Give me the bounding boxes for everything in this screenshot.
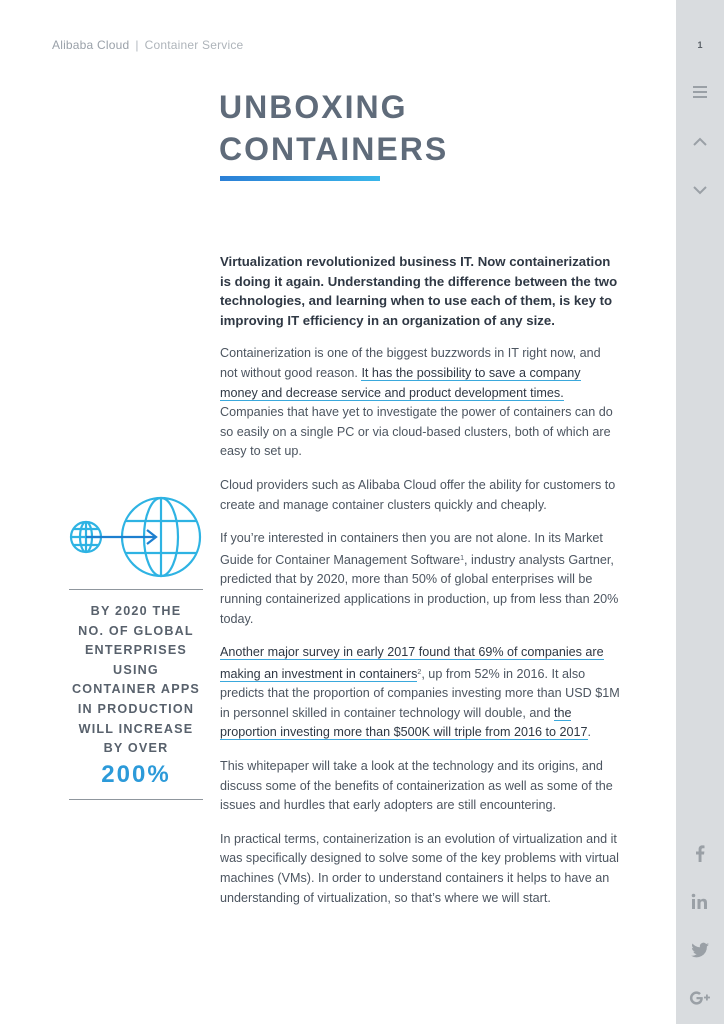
paragraph: This whitepaper will take a look at the technology and its origins, and discuss some of the benefits of containerization as well as some of the issues and hurdles that early adopters are still encountering. xyxy=(220,759,613,813)
footnote-ref[interactable]: 1 xyxy=(460,554,465,562)
paragraph xyxy=(220,643,620,743)
stat-callout xyxy=(69,589,203,800)
stat-line: BY 2020 THE xyxy=(90,604,182,618)
text-run: Companies that have yet to investigate the power of containers can do so easily on a single PC or via cloud-based clusters, both of which are easy to set up. xyxy=(220,405,613,459)
title-line-2: CONTAINERS xyxy=(219,131,449,167)
stat-line: NO. OF GLOBAL xyxy=(78,623,194,638)
footnote-ref[interactable]: 2 xyxy=(417,668,422,676)
sidebar xyxy=(676,0,724,1024)
page-title xyxy=(219,86,448,170)
text-run: Containerization is one of the biggest buzzwords in IT right now, and not without good reason. xyxy=(220,346,601,380)
lead-paragraph: Virtualization revolutionized business IT. Now containerization is doing it again. Understanding the difference between the two technologies, and learning when to use each of them, is key to improving IT efficiency in an organization of any size. xyxy=(220,254,618,328)
stat-line: BY OVER xyxy=(103,741,169,756)
stat-line: ENTERPRISES xyxy=(84,643,188,658)
stat-line: CONTAINER APPS xyxy=(71,682,201,697)
twitter-icon[interactable] xyxy=(688,938,712,962)
text-run: , industry analysts Gartner, predicted that by 2020, more than 50% of global enterprises will be running containerized applications in production, up from less than 20% today. xyxy=(220,552,619,626)
paragraph: Cloud providers such as Alibaba Cloud offer the ability for customers to create and manage container clusters quickly and cheaply. xyxy=(220,477,616,512)
menu-icon[interactable] xyxy=(688,80,712,104)
stat-line: WILL INCREASE xyxy=(78,721,194,736)
paragraph xyxy=(220,529,620,629)
title-underline xyxy=(220,176,380,181)
text-run: If you’re interested in containers then you are not alone. In its Market Guide for Container Management Software xyxy=(220,531,603,567)
inline-link[interactable]: Another major survey in early 2017 found that 69% of companies are making an investment in containers xyxy=(220,645,604,681)
brand-name: Alibaba Cloud xyxy=(52,38,130,52)
stat-line: USING xyxy=(113,662,159,677)
paragraph xyxy=(220,344,620,462)
paragraph: In practical terms, containerization is an evolution of virtualization and it was specifically designed to solve some of the key problems with virtual machines (VMs). In order to understand containers it helps to have an understanding of virtualization, so that’s where we will start. xyxy=(220,831,619,905)
stat-value: 200% xyxy=(101,760,171,788)
page-header xyxy=(52,38,243,52)
inline-link[interactable]: the proportion investing more than $500K will triple from 2016 to 2017 xyxy=(220,705,588,740)
google-plus-icon[interactable] xyxy=(688,986,712,1010)
article-body xyxy=(220,252,620,922)
globe-icon xyxy=(66,493,206,583)
header-separator: | xyxy=(135,38,139,52)
linkedin-icon[interactable] xyxy=(688,890,712,914)
stat-line: IN PRODUCTION xyxy=(77,701,195,716)
chevron-down-icon[interactable] xyxy=(688,178,712,202)
text-run: , up from 52% in 2016. It also predicts that the proportion of companies investing more than USD $1M in personnel skilled in container technology will double, and xyxy=(220,666,620,720)
page-number: 1 xyxy=(697,40,703,50)
chevron-up-icon[interactable] xyxy=(688,130,712,154)
facebook-icon[interactable] xyxy=(688,841,712,865)
text-run: . xyxy=(587,725,592,740)
inline-link[interactable]: It has the possibility to save a company money and decrease service and product development times. xyxy=(220,365,581,400)
title-line-1: UNBOXING xyxy=(219,89,408,125)
service-name: Container Service xyxy=(144,38,244,52)
